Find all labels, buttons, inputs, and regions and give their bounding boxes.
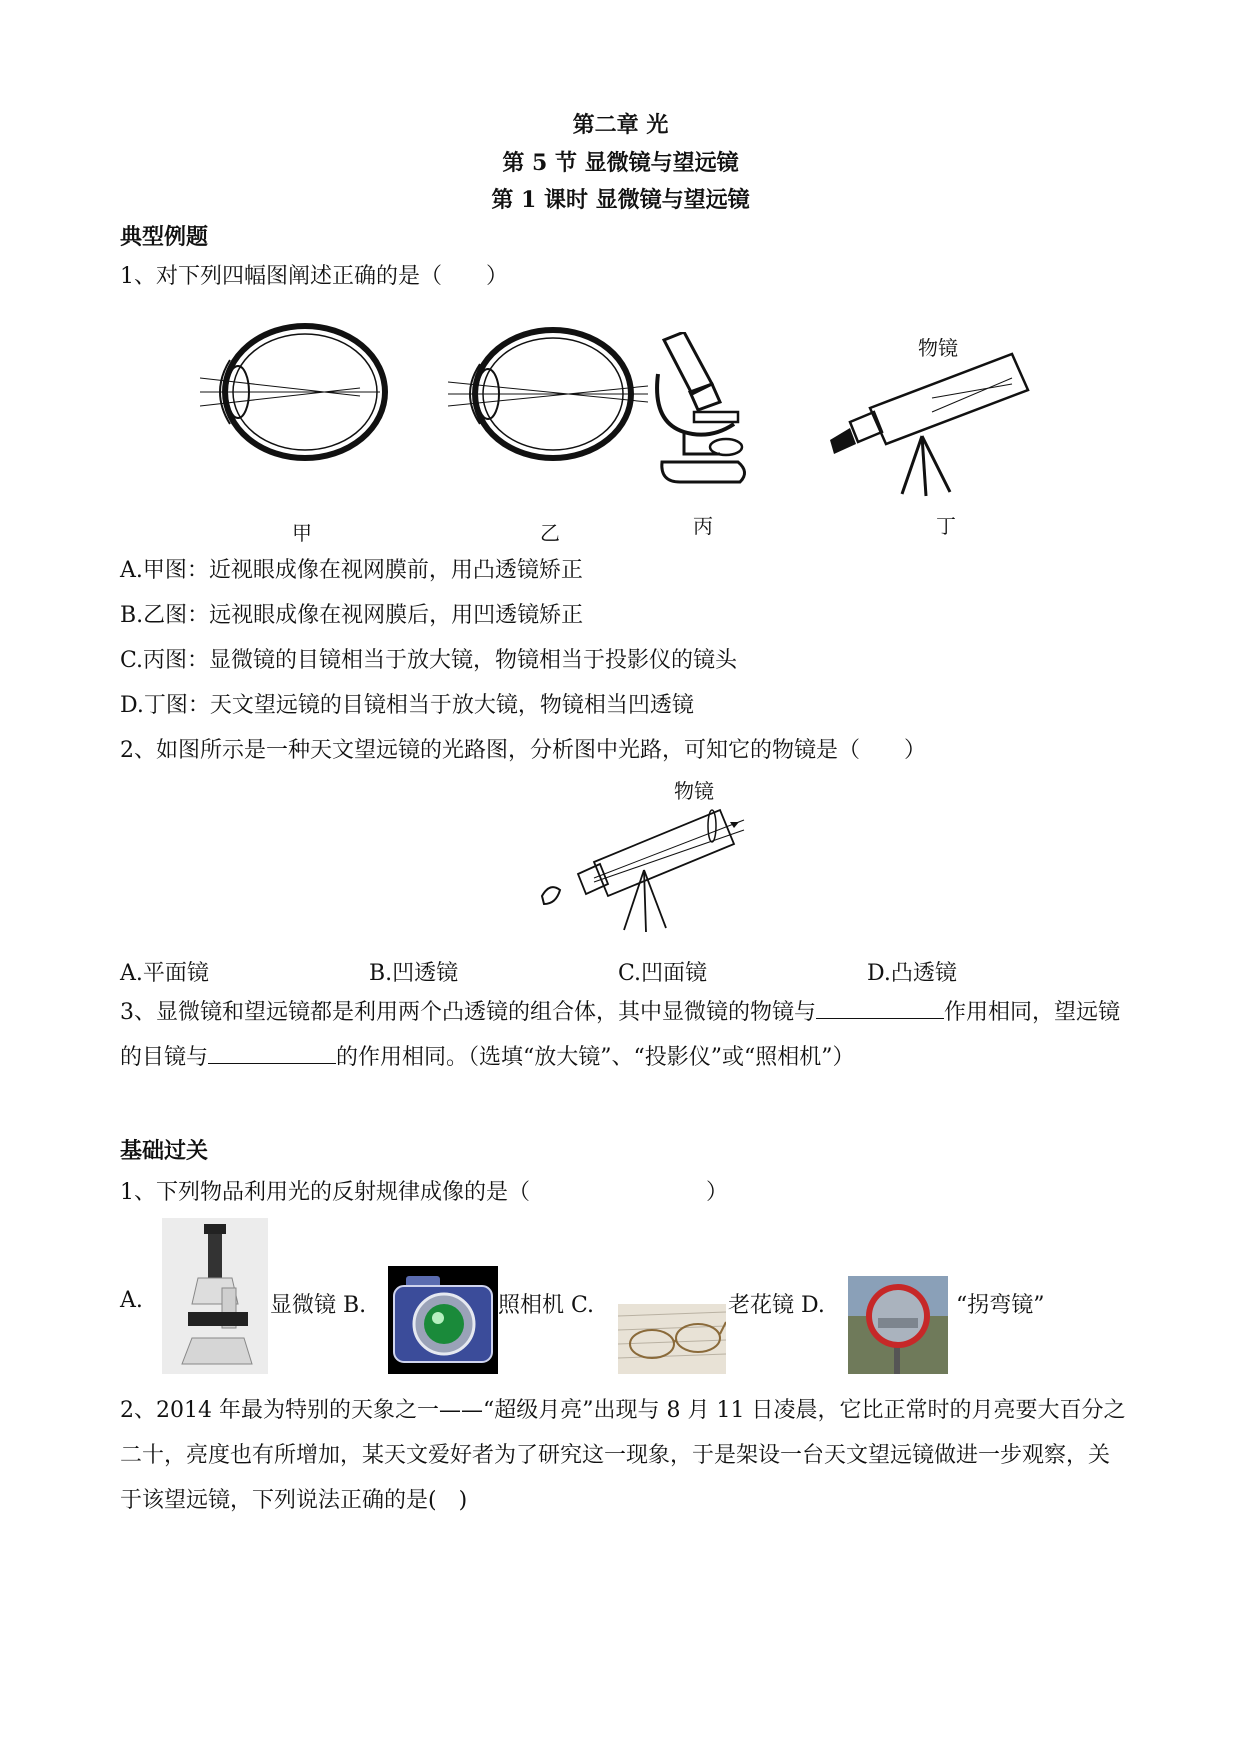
q2-option-a: A.平面镜: [120, 961, 209, 986]
fig-label-bing: 丙: [693, 514, 713, 538]
lesson-title: 第 1 课时 显微镜与望远镜: [491, 187, 750, 213]
telescope-lightpath-figure: [534, 800, 754, 940]
basic-q1-label-c: 照相机 C.: [498, 1293, 595, 1318]
fig-label-ding: 丁: [936, 514, 956, 538]
q3-blank-1[interactable]: [816, 996, 944, 1019]
q2-option-b: B.凹透镜: [369, 961, 459, 986]
microscope-figure: [650, 332, 760, 492]
q3-blank-2[interactable]: [208, 1041, 336, 1064]
fig-label-yi: 乙: [540, 521, 560, 545]
chapter-title: 第二章 光: [572, 112, 669, 138]
q1-option-a: A.甲图：近视眼成像在视网膜前，用凸透镜矫正: [120, 558, 583, 583]
q3-part2: 作用相同，望远镜的目镜与: [120, 1000, 1121, 1070]
basic-heading: 基础过关: [120, 1138, 209, 1164]
q1-option-d: D.丁图：天文望远镜的目镜相当于放大镜，物镜相当凹透镜: [120, 693, 694, 718]
q3-part3: 的作用相同。（选填“放大镜”、“投影仪”或“照相机”）: [336, 1045, 855, 1070]
camera-photo: [388, 1266, 498, 1374]
q3-part1: 3、显微镜和望远镜都是利用两个凸透镜的组合体，其中显微镜的物镜与: [120, 1000, 816, 1025]
q1-option-b: B.乙图：远视眼成像在视网膜后，用凹透镜矫正: [120, 603, 584, 628]
eye-figure-b: [448, 322, 648, 472]
microscope-photo: [162, 1218, 268, 1374]
q1-stem: 1、对下列四幅图阐述正确的是（ ）: [120, 264, 508, 289]
basic-q1-label-b: 显微镜 B.: [270, 1293, 367, 1318]
typical-heading: 典型例题: [120, 224, 209, 250]
telescope-figure-d: [822, 350, 1042, 500]
objective-label-d: 物镜: [918, 336, 958, 360]
basic-q2-text: 2、2014 年最为特别的天象之一——“超级月亮”出现与 8 月 11 日凌晨，它比正常时的月亮要大百分之二十，亮度也有所增加，某天文爱好者为了研究这一现象，于是架设一台天文望远镜做进一步观察，关于该望远镜，下列说法正确的是( ): [120, 1398, 1126, 1513]
convex-mirror-photo: [848, 1276, 948, 1374]
q2-option-c: C.凹面镜: [618, 961, 708, 986]
basic-q1-label-end: “拐弯镜”: [956, 1293, 1045, 1318]
eye-figure-a: [200, 320, 390, 470]
q1-option-c: C.丙图：显微镜的目镜相当于放大镜，物镜相当于投影仪的镜头: [120, 648, 738, 673]
q2-stem: 2、如图所示是一种天文望远镜的光路图，分析图中光路，可知它的物镜是（ ）: [120, 738, 926, 763]
basic-q1-label-a: A.: [120, 1288, 143, 1313]
fig-label-jia: 甲: [292, 521, 312, 545]
basic-q1-stem: 1、下列物品利用光的反射规律成像的是（ ）: [120, 1180, 728, 1205]
basic-q1-label-d: 老花镜 D.: [728, 1293, 825, 1318]
objective-label-q2: 物镜: [674, 779, 714, 803]
reading-glasses-photo: [618, 1304, 726, 1374]
q2-option-d: D.凸透镜: [867, 961, 957, 986]
section-title: 第 5 节 显微镜与望远镜: [502, 150, 739, 176]
q3-text: [120, 990, 1130, 1080]
